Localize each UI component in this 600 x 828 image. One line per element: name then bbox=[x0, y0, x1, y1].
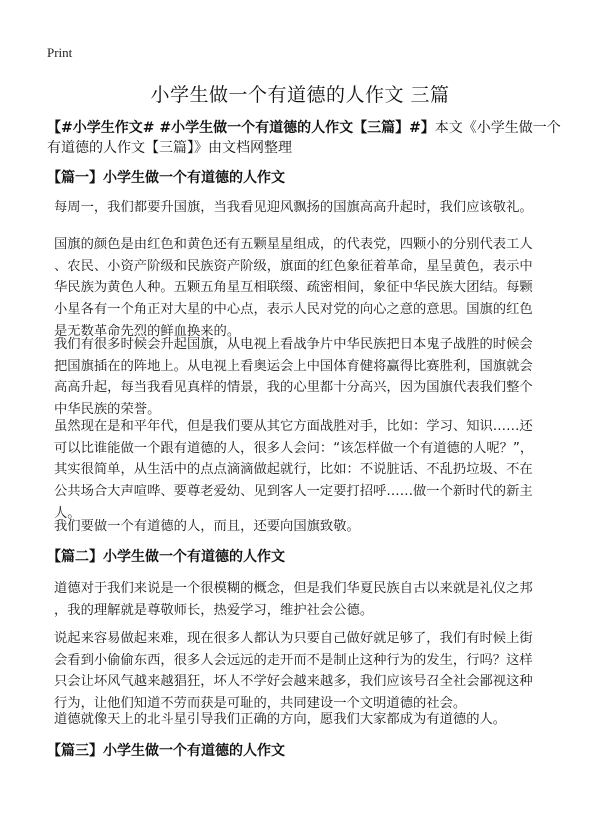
paragraph-line: 、农民、小资产阶级和民族资产阶级，旗面的红色象征着革命，星呈黄色，表示中 bbox=[54, 258, 533, 274]
intro-tags: 【#小学生作文# #小学生做一个有道德的人作文【三篇】#】 bbox=[47, 120, 435, 136]
paragraph-line: 每周一，我们都要升国旗，当我看见迎风飘扬的国旗高高升起时，我们应该敬礼。 bbox=[54, 200, 533, 215]
paragraph-line: 人。 bbox=[54, 505, 81, 521]
paragraph-line: 其实很简单，从生活中的点点滴滴做起就行，比如：不说脏话、不乱扔垃圾、不在 bbox=[54, 462, 533, 478]
section-heading-3: 【篇三】小学生做一个有道德的人作文 bbox=[47, 743, 285, 759]
paragraph bbox=[54, 578, 554, 621]
paragraph bbox=[54, 334, 554, 421]
paragraph bbox=[54, 709, 554, 731]
paragraph-line: 可以比谁能做一个跟有道德的人，很多人会问：“该怎样做一个有道德的人呢？”， bbox=[54, 440, 534, 456]
paragraph-line: 中华民族的荣誉。 bbox=[54, 402, 161, 418]
paragraph-line: 是无数革命先烈的鲜血换来的。 bbox=[54, 323, 241, 339]
page-title: 小学生做一个有道德的人作文 三篇 bbox=[150, 84, 450, 106]
paragraph-line: 虽然现在是和平年代，但是我们要从其它方面战胜对手，比如：学习、知识……还 bbox=[54, 419, 533, 434]
intro-text-line2: 有道德的人作文【三篇】》由文档网整理 bbox=[47, 140, 292, 156]
paragraph-line: ，我的理解就是尊敬师长，热爱学习，维护社会公德。 bbox=[54, 602, 374, 618]
paragraph-line: 会看到小偷偷东西，很多人会远远的走开而不是制止这种行为的发生，行吗？这样 bbox=[54, 652, 533, 668]
section-heading-1: 【篇一】小学生做一个有道德的人作文 bbox=[47, 170, 285, 186]
intro bbox=[47, 118, 567, 158]
paragraph-line: 华民族为黄色人种。五颗五角星互相联缀、疏密相间，象征中华民族大团结。每颗 bbox=[54, 280, 533, 296]
paragraph-line: 小星各有一个角正对大星的中心点，表示人民对党的向心之意的意思。国旗的红色 bbox=[54, 302, 533, 318]
paragraph-line: 行为，让他们知道不劳而获是可耻的，共同建设一个文明道德的社会。 bbox=[54, 696, 467, 712]
paragraph bbox=[54, 234, 554, 343]
paragraph-line: 把国旗插在的阵地上。从电视上看奥运会上中国体育健将赢得比赛胜利，国旗就会 bbox=[54, 358, 533, 374]
print-label: Print bbox=[47, 45, 73, 60]
paragraph-line: 说起来容易做起来难，现在很多人都认为只要自己做好就足够了，我们有时候上街 bbox=[54, 631, 533, 646]
paragraph-line: 公共场合大声喧哗、要尊老爱幼、见到客人一定要打招呼……做一个新时代的新主 bbox=[54, 484, 533, 500]
paragraph-line: 高高升起，每当我看见真样的情景，我的心里都十分高兴，因为国旗代表我们整个 bbox=[54, 380, 533, 396]
paragraph-line: 道德就像天上的北斗星引导我们正确的方向，愿我们大家都成为有道德的人。 bbox=[54, 712, 507, 727]
paragraph bbox=[54, 197, 554, 219]
intro-text: 本文《小学生做一个 bbox=[434, 120, 561, 136]
paragraph bbox=[54, 516, 554, 538]
paragraph-line: 只会让坏风气越来越猖狂，坏人不学好会越来越多，我们应该号召全社会鄙视这种 bbox=[54, 674, 533, 690]
paragraph-line: 国旗的颜色是由红色和黄色还有五颗星星组成，的代表党，四颗小的分别代表工人 bbox=[54, 237, 533, 252]
paragraph-line: 道德对于我们来说是一个很模糊的概念，但是我们华夏民族自古以来就是礼仪之邦 bbox=[54, 581, 533, 596]
paragraph bbox=[54, 416, 554, 525]
section-heading-2: 【篇二】小学生做一个有道德的人作文 bbox=[47, 549, 285, 565]
paragraph bbox=[54, 628, 554, 715]
paragraph-line: 我们要做一个有道德的人，而且，还要向国旗致敬。 bbox=[54, 519, 360, 534]
paragraph-line: 我们有很多时候会升起国旗，从电视上看战争片中华民族把日本鬼子战胜的时候会 bbox=[54, 337, 533, 352]
